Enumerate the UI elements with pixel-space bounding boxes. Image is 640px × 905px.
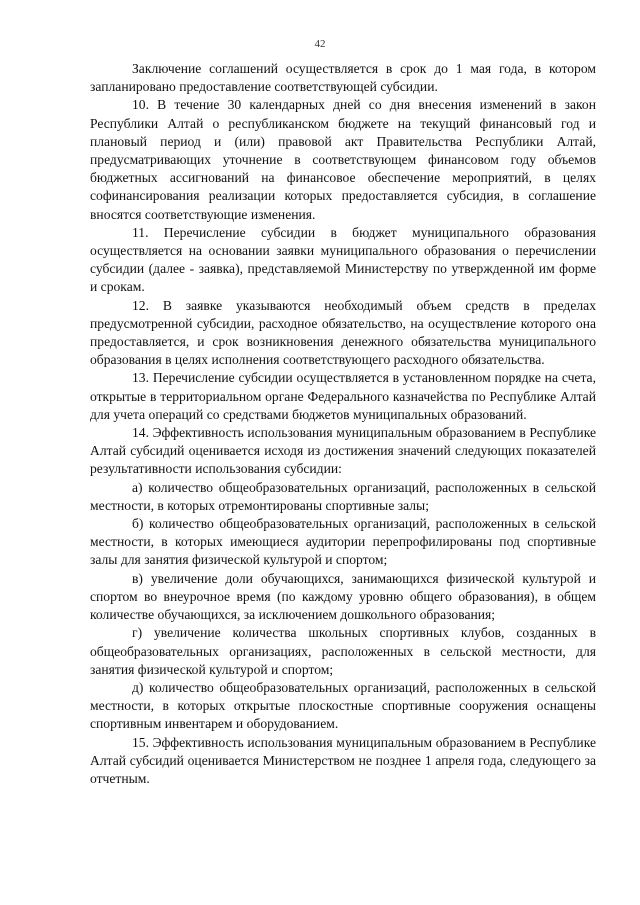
paragraph-14-a: а) количество общеобразовательных организаций, расположенных в сельской местности, в которых отремонтированы спортивные залы; xyxy=(90,479,596,513)
paragraph-10: 10. В течение 30 календарных дней со дня внесения изменений в закон Республики Алтай о республиканском бюджете на текущий финансовый год и плановый период и (или) правовой акт Правительства Республики Алтай, предусматривающих уточнение в соответствующем финансовом году объемов бюджетных ассигнований на финансовое обеспечение мероприятий, в целях софинансирования реализации которых предоставляется субсидия, в соглашение вносятся соответствующие изменения. xyxy=(90,97,596,222)
paragraph-11: 11. Перечисление субсидии в бюджет муниципального образования осуществляется на основании заявки муниципального образования о перечислении субсидии (далее - заявка), представляемой Министерству по утвержденной им форме и срокам. xyxy=(90,224,596,295)
page-number: 42 xyxy=(314,38,326,50)
paragraph-14-g: г) увеличение количества школьных спортивных клубов, созданных в общеобразовательных организациях, расположенных в сельской местности, для занятия физической культурой и спортом; xyxy=(90,625,596,677)
paragraph-12: 12. В заявке указываются необходимый объем средств в пределах предусмотренной субсидии, расходное обязательство, на осуществление которого она предоставляется, и срок возникновения денежного обязательства муниципального образования в целях исполнения соответствующего расходного обязательства. xyxy=(90,297,596,368)
paragraph-14-d: д) количество общеобразовательных организаций, расположенных в сельской местности, в которых открытые плоскостные спортивные сооружения оснащены спортивным инвентарем и оборудованием. xyxy=(90,679,596,732)
paragraph-14: 14. Эффективность использования муниципальным образованием в Республике Алтай субсидий оценивается исходя из достижения значений следующих показателей результативности использования субсидии: xyxy=(90,425,596,477)
paragraph-15: 15. Эффективность использования муниципальным образованием в Республике Алтай субсидий оценивается Министерством не позднее 1 апреля года, следующего за отчетным. xyxy=(90,734,596,786)
paragraph-intro: Заключение соглашений осуществляется в срок до 1 мая года, в котором запланировано предоставление соответствующей субсидии. xyxy=(90,61,596,95)
document-body xyxy=(90,60,596,788)
paragraph-14-b: б) количество общеобразовательных организаций, расположенных в сельской местности, в которых имеющиеся аудитории перепрофилированы под спортивные залы для занятия физической культурой и спортом; xyxy=(90,516,596,568)
paragraph-14-v: в) увеличение доли обучающихся, занимающихся физической культурой и спортом во внеурочное время (по каждому уровню общего образования), в общем количестве обучающихся, за исключением дошкольного образования; xyxy=(90,570,596,623)
paragraph-13: 13. Перечисление субсидии осуществляется в установленном порядке на счета, открытые в территориальном органе Федерального казначейства по Республике Алтай для учета операций со средствами бюджетов муниципальных образований. xyxy=(90,370,596,422)
